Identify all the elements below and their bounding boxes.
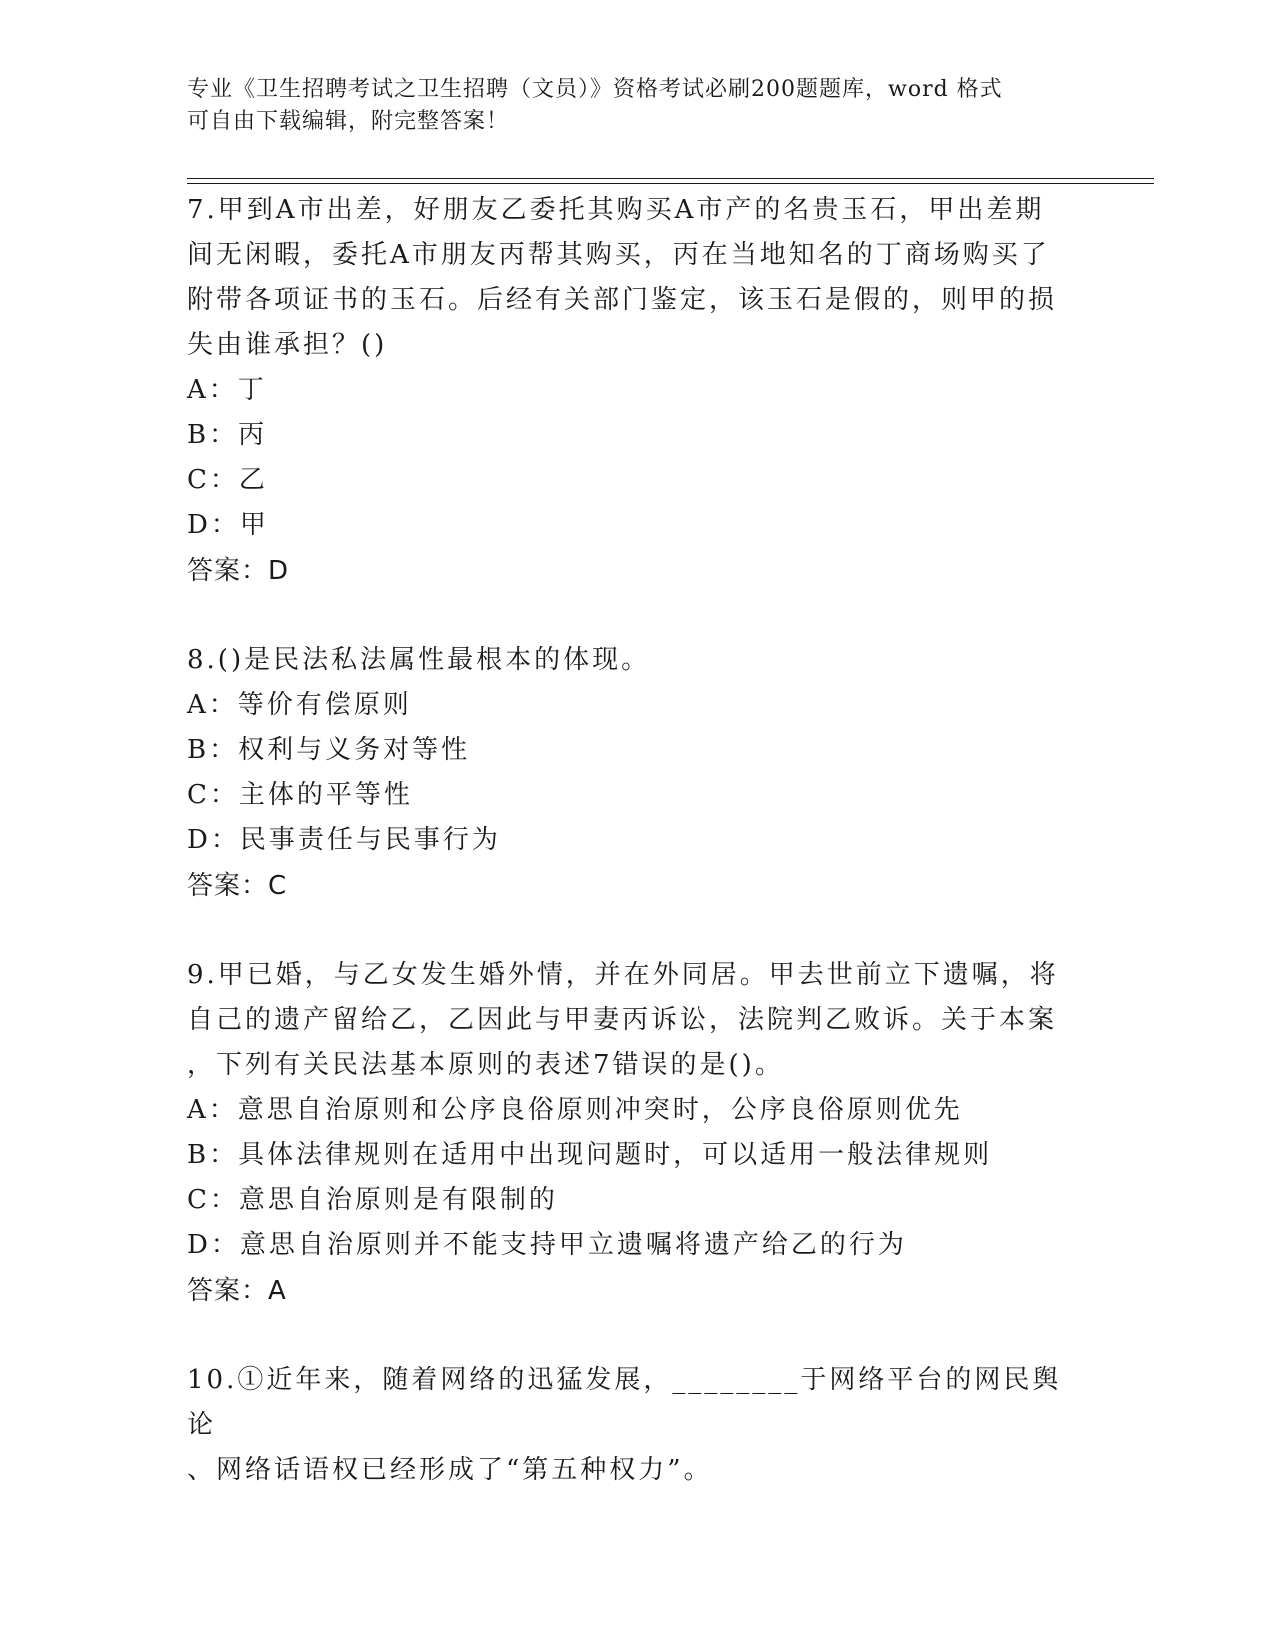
question-stem-line: 10.①近年来，随着网络的迅猛发展，________于网络平台的网民舆论 xyxy=(187,1365,1062,1440)
document-header xyxy=(187,74,1067,138)
question-stem-line: 9.甲已婚，与乙女发生婚外情，并在外同居。甲去世前立下遗嘱，将 xyxy=(187,960,1059,990)
question-stem-line: 8.()是民法私法属性最根本的体现。 xyxy=(187,645,651,675)
question-stem-line: ，下列有关民法基本原则的表述7错误的是()。 xyxy=(187,1050,784,1080)
answer-line: 答案：C xyxy=(187,871,288,901)
question-8 xyxy=(187,638,1087,909)
question-7 xyxy=(187,188,1087,594)
answer-line: 答案：D xyxy=(187,556,290,586)
header-divider-top xyxy=(187,178,1154,179)
option-a: A：等价有偿原则 xyxy=(187,690,412,720)
question-list xyxy=(187,188,1087,1537)
question-stem-line: 间无闲暇，委托A市朋友丙帮其购买，丙在当地知名的丁商场购买了 xyxy=(187,240,1050,270)
option-b: B：权利与义务对等性 xyxy=(187,735,471,765)
option-a: A：丁 xyxy=(187,375,267,405)
option-d: D：民事责任与民事行为 xyxy=(187,825,501,855)
question-stem-line: 7.甲到A市出差，好朋友乙委托其购买A市产的名贵玉石，甲出差期 xyxy=(187,195,1045,225)
question-stem-line: 附带各项证书的玉石。后经有关部门鉴定，该玉石是假的，则甲的损 xyxy=(187,285,1058,315)
question-stem-line: 、网络话语权已经形成了“第五种权力”。 xyxy=(187,1455,713,1485)
header-line-1: 专业《卫生招聘考试之卫生招聘（文员）》资格考试必刷200题题库，word 格式 xyxy=(187,77,1003,102)
option-c: C：乙 xyxy=(187,465,268,495)
question-10 xyxy=(187,1358,1087,1493)
option-a: A：意思自治原则和公序良俗原则冲突时，公序良俗原则优先 xyxy=(187,1095,963,1125)
answer-line: 答案：A xyxy=(187,1276,287,1306)
option-d: D：意思自治原则并不能支持甲立遗嘱将遗产给乙的行为 xyxy=(187,1230,907,1260)
option-b: B：丙 xyxy=(187,420,268,450)
question-stem-line: 失由谁承担？() xyxy=(187,330,388,360)
header-divider-bottom xyxy=(187,183,1154,184)
option-b: B：具体法律规则在适用中出现问题时，可以适用一般法律规则 xyxy=(187,1140,993,1170)
option-c: C：主体的平等性 xyxy=(187,780,413,810)
question-stem-line: 自己的遗产留给乙，乙因此与甲妻丙诉讼，法院判乙败诉。关于本案 xyxy=(187,1005,1058,1035)
header-line-2: 可自由下载编辑，附完整答案！ xyxy=(187,109,510,134)
option-d: D：甲 xyxy=(187,510,269,540)
option-c: C：意思自治原则是有限制的 xyxy=(187,1185,558,1215)
question-9 xyxy=(187,953,1087,1314)
